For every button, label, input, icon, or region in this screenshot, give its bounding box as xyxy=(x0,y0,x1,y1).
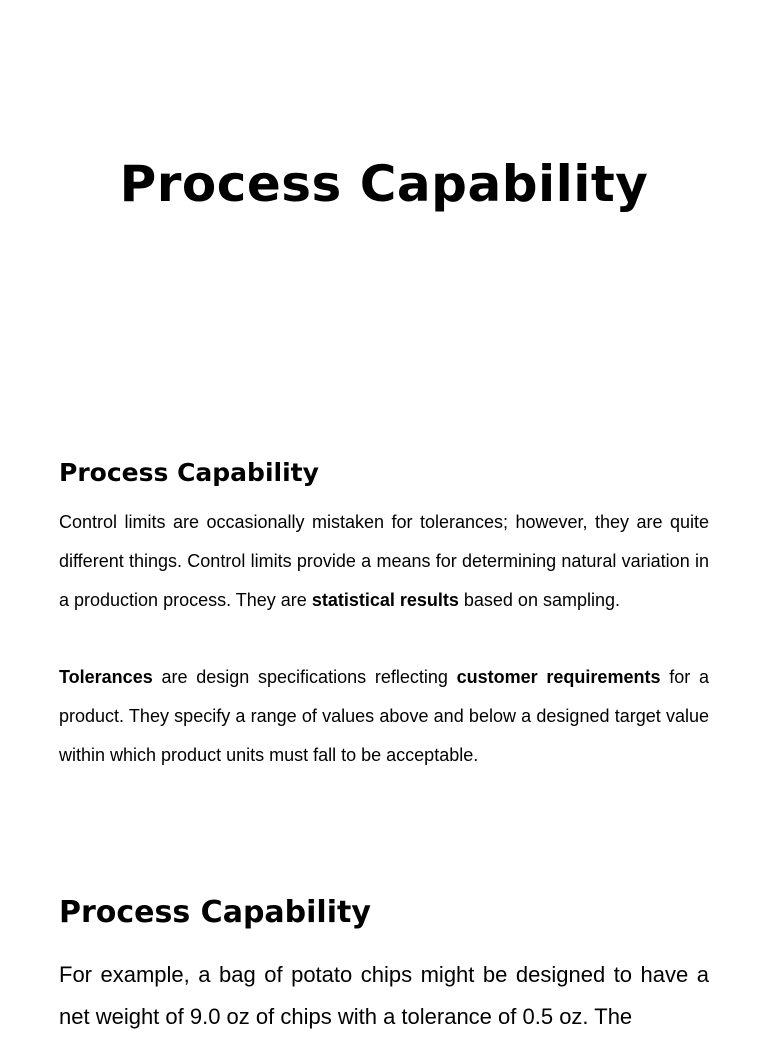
paragraph-text: are design specifications reflecting xyxy=(152,667,457,687)
paragraph-text: based on sampling. xyxy=(458,590,620,610)
paragraph-control-limits xyxy=(59,503,709,620)
bold-term-statistical-results: statistical results xyxy=(311,590,459,610)
section-process-capability-definition xyxy=(59,455,709,775)
page-title: Process Capability xyxy=(119,155,649,213)
section-process-capability-example xyxy=(59,892,709,1038)
paragraph-text: Control limits are occasionally mistaken for tolerances; however, they are quite different things. Control limits provide a means for determining natural variation in a production process. They are xyxy=(59,512,709,610)
paragraph-example: For example, a bag of potato chips might be designed to have a net weight of 9.0 oz of chips with a tolerance of 0.5 oz. The xyxy=(59,962,709,1029)
section-heading: Process Capability xyxy=(59,458,319,487)
section-heading: Process Capability xyxy=(59,895,371,930)
paragraph-tolerances xyxy=(59,658,709,775)
bold-term-tolerances: Tolerances xyxy=(59,667,153,687)
bold-term-customer-requirements: customer requirements xyxy=(456,667,661,687)
paragraph-text: for a product. They specify a range of values above and below a designed target value within which product units must fall to be acceptable. xyxy=(59,667,709,765)
